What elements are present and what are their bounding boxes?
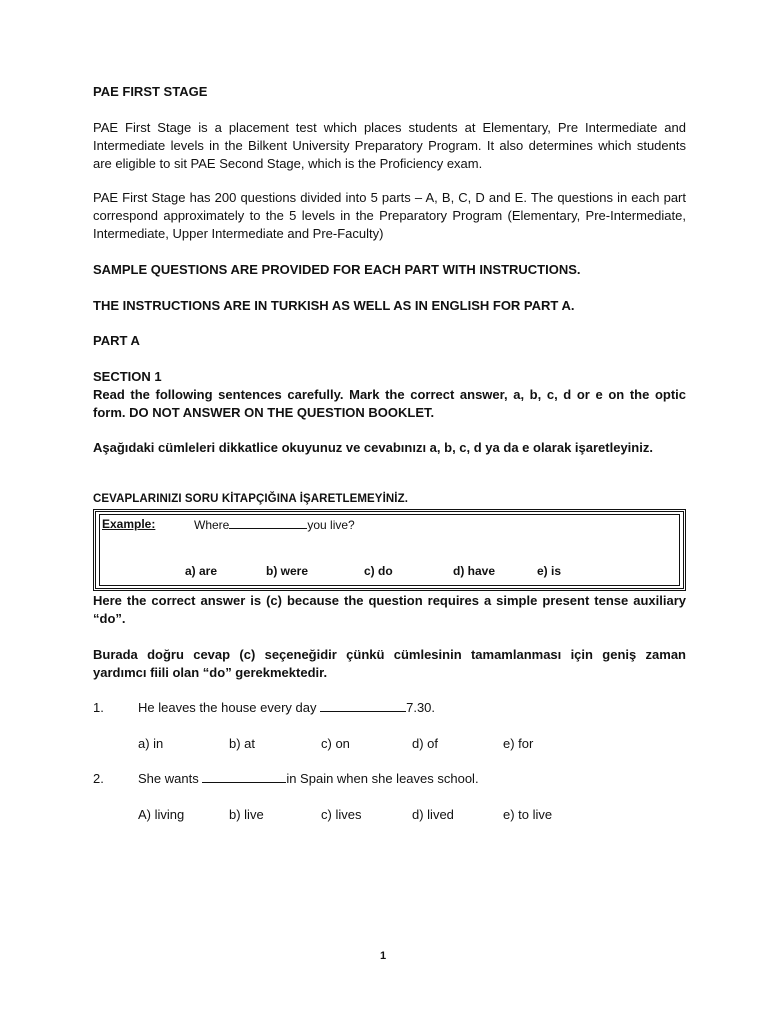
part-heading: PART A <box>93 333 140 348</box>
question-text <box>138 699 435 717</box>
intro-paragraph: PAE First Stage is a placement test which places students at Elementary, Pre Intermediate and Intermediate levels in the Bilkent University Preparatory Program. It also determines which students are eligible to sit PAE Second Stage, which is the Proficiency exam. <box>93 120 686 171</box>
warning-turkish: CEVAPLARINIZI SORU KİTAPÇIĞINA İŞARETLEMEYİNİZ. <box>93 493 408 505</box>
option-c: c) lives <box>321 807 362 822</box>
example-option-b: b) were <box>266 564 309 578</box>
option-d: d) of <box>412 736 439 751</box>
example-question-start: Where <box>194 518 230 532</box>
example-label: Example: <box>102 517 156 531</box>
example-option-a: a) are <box>185 564 218 578</box>
instructions-english: Read the following sentences carefully. Mark the correct answer, a, b, c, d or e on the optic form. DO NOT ANSWER ON THE QUESTION BOOKLET. <box>93 387 686 420</box>
page-number: 1 <box>380 950 387 962</box>
notice-instructions-language: THE INSTRUCTIONS ARE IN TURKISH AS WELL AS IN ENGLISH FOR PART A. <box>93 298 575 313</box>
option-a: A) living <box>138 807 185 822</box>
option-e: e) for <box>503 736 534 751</box>
page-heading: PAE FIRST STAGE <box>93 84 208 99</box>
question-2 <box>93 770 686 790</box>
option-b: b) live <box>229 807 264 822</box>
answer-blank <box>320 700 406 712</box>
notice-sample-questions: SAMPLE QUESTIONS ARE PROVIDED FOR EACH PART WITH INSTRUCTIONS. <box>93 262 581 277</box>
question-2-options <box>93 806 686 826</box>
instructions-turkish: Aşağıdaki cümleleri dikkatlice okuyunuz ve cevabınızı a, b, c, d ya da e olarak işaretleyiniz. <box>93 440 653 455</box>
question-number: 1. <box>93 700 104 715</box>
question-number: 2. <box>93 771 104 786</box>
option-d: d) lived <box>412 807 454 822</box>
question-text-start: She wants <box>138 771 203 786</box>
example-question-end: you live? <box>307 518 355 532</box>
question-text-end: in Spain when she leaves school. <box>286 771 479 786</box>
example-box <box>93 509 686 591</box>
example-option-d: d) have <box>453 564 496 578</box>
option-c: c) on <box>321 736 350 751</box>
option-e: e) to live <box>503 807 553 822</box>
option-b: b) at <box>229 736 256 751</box>
example-blank <box>229 517 307 529</box>
question-text-end: 7.30. <box>406 700 436 715</box>
example-option-c: c) do <box>364 564 393 578</box>
question-text-start: He leaves the house every day <box>138 700 321 715</box>
answer-blank <box>202 771 286 783</box>
option-a: a) in <box>138 736 164 751</box>
section-heading: SECTION 1 <box>93 369 162 384</box>
parts-paragraph: PAE First Stage has 200 questions divided into 5 parts – A, B, C, D and E. The questions in each part correspond approximately to the 5 levels in the Preparatory Program (Elementary, Pre-Intermediate, Intermediate, Upper Intermediate and Pre-Faculty) <box>93 190 686 241</box>
question-1 <box>93 699 686 719</box>
explanation-turkish: Burada doğru cevap (c) seçeneğidir çünkü cümlesinin tamamlanması için geniş zaman yardımcı fiili olan “do” gerekmektedir. <box>93 647 686 680</box>
example-question <box>194 517 355 532</box>
example-option-e: e) is <box>537 564 562 578</box>
question-1-options <box>93 735 686 755</box>
explanation-english: Here the correct answer is (c) because the question requires a simple present tense auxiliary “do”. <box>93 593 686 626</box>
question-text <box>138 770 479 788</box>
